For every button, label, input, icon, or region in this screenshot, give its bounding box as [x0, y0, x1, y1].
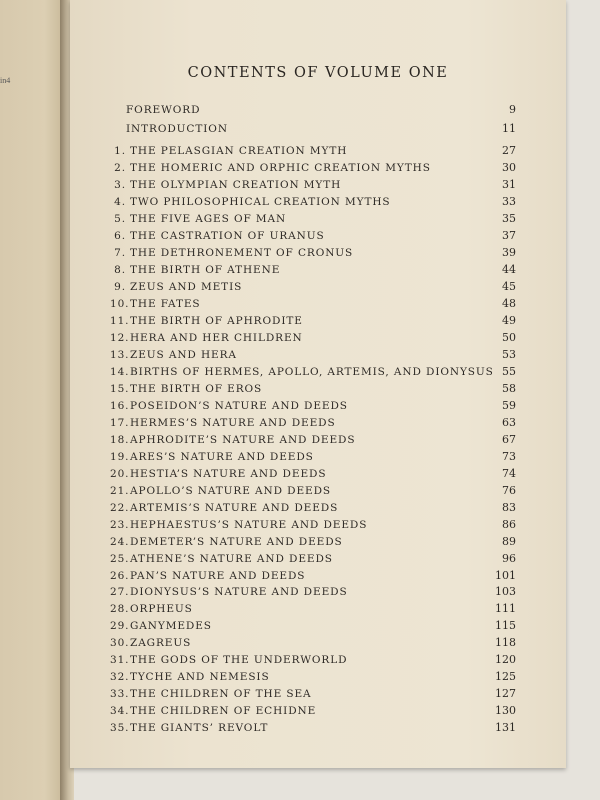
page-number: 86 — [502, 517, 516, 531]
entry-title: PAN’S NATURE AND DEEDS — [130, 569, 306, 582]
toc-chapter-entry — [110, 568, 516, 584]
page-number: 131 — [495, 721, 516, 735]
toc-chapter-entry — [110, 415, 516, 431]
chapter-number: 4. — [114, 195, 126, 208]
chapter-number: 20. — [110, 467, 130, 480]
page-number: 44 — [502, 262, 516, 276]
page-number: 35 — [502, 211, 516, 225]
entry-title: BIRTHS OF HERMES, APOLLO, ARTEMIS, AND DIONYSUS — [130, 365, 494, 378]
toc-chapter-entry — [110, 517, 516, 533]
chapter-number: 11. — [110, 314, 130, 327]
toc-chapter-entry — [110, 313, 516, 329]
page-number: 58 — [502, 381, 516, 395]
entry-title: APOLLO’S NATURE AND DEEDS — [130, 484, 332, 497]
page-number: 11 — [502, 121, 516, 135]
entry-title: THE FATES — [130, 297, 201, 310]
chapter-number: 9. — [114, 280, 126, 293]
toc-chapter-entry — [110, 720, 516, 736]
entry-title: ZAGREUS — [130, 637, 192, 650]
entry-title: TWO PHILOSOPHICAL CREATION MYTHS — [130, 195, 391, 208]
toc-chapter-entry — [110, 449, 516, 465]
page-number: 55 — [502, 364, 516, 378]
entry-title: ARTEMIS’S NATURE AND DEEDS — [130, 501, 339, 514]
entry-title: ZEUS AND METIS — [130, 280, 243, 293]
chapter-number: 31. — [110, 654, 130, 667]
chapter-number: 32. — [110, 671, 130, 684]
page-number: 111 — [495, 602, 516, 616]
page-number: 48 — [502, 296, 516, 310]
toc-chapter-entry — [110, 652, 516, 668]
chapter-number: 30. — [110, 637, 130, 650]
entry-title: GANYMEDES — [130, 620, 212, 633]
entry-title: THE FIVE AGES OF MAN — [130, 212, 287, 225]
chapter-number: 28. — [110, 603, 130, 616]
page-number: 49 — [502, 313, 516, 327]
page-number: 89 — [502, 534, 516, 548]
chapter-number: 6. — [114, 229, 126, 242]
toc-chapter-entry — [110, 584, 516, 600]
toc-chapter-entry — [110, 534, 516, 550]
left-page-fragment: in4 — [0, 76, 11, 85]
page-number: 103 — [495, 585, 516, 599]
toc-front-entry — [126, 102, 516, 118]
toc-chapter-entry — [110, 262, 516, 278]
page-number: 53 — [502, 347, 516, 361]
entry-title: THE GIANTS’ REVOLT — [130, 722, 269, 735]
chapter-number: 22. — [110, 501, 130, 514]
chapter-number: 17. — [110, 416, 130, 429]
entry-title: DIONYSUS’S NATURE AND DEEDS — [130, 586, 348, 599]
toc-chapter-entry — [110, 686, 516, 702]
chapter-number: 34. — [110, 705, 130, 718]
entry-title: HEPHAESTUS’S NATURE AND DEEDS — [130, 518, 368, 531]
entry-title: THE BIRTH OF EROS — [130, 382, 263, 395]
chapter-number: 27. — [110, 586, 130, 599]
page-number: 33 — [502, 194, 516, 208]
page-number: 74 — [502, 466, 516, 480]
chapter-number: 19. — [110, 450, 130, 463]
chapter-number: 29. — [110, 620, 130, 633]
toc-chapter-entry — [110, 381, 516, 397]
page-number: 30 — [502, 160, 516, 174]
page-number: 39 — [502, 245, 516, 259]
page-number: 63 — [502, 415, 516, 429]
entry-title: ZEUS AND HERA — [130, 348, 237, 361]
toc-chapter-entry — [110, 228, 516, 244]
chapter-number: 14. — [110, 365, 130, 378]
entry-title: HERA AND HER CHILDREN — [130, 331, 303, 344]
chapter-number: 7. — [114, 246, 126, 259]
page-number: 101 — [495, 568, 516, 582]
entry-title: APHRODITE’S NATURE AND DEEDS — [130, 433, 356, 446]
page-number: 125 — [495, 670, 516, 684]
entry-title: ATHENE’S NATURE AND DEEDS — [130, 552, 333, 565]
chapter-number: 2. — [114, 161, 126, 174]
page-number: 37 — [502, 228, 516, 242]
toc-chapter-entry — [110, 500, 516, 516]
page-number: 50 — [502, 330, 516, 344]
entry-title: ORPHEUS — [130, 603, 193, 616]
page-number: 45 — [502, 279, 516, 293]
entry-title: DEMETER’S NATURE AND DEEDS — [130, 535, 343, 548]
toc-chapter-entry — [110, 143, 516, 159]
chapter-number: 16. — [110, 399, 130, 412]
toc-chapter-entry — [110, 635, 516, 651]
toc-chapter-entry — [110, 398, 516, 414]
chapter-number: 13. — [110, 348, 130, 361]
entry-title: THE CHILDREN OF THE SEA — [130, 688, 312, 701]
toc-chapter-entry — [110, 669, 516, 685]
toc-chapter-entry — [110, 245, 516, 261]
toc-chapter-entry — [110, 279, 516, 295]
toc-chapter-entry — [110, 703, 516, 719]
page-number: 9 — [509, 103, 516, 116]
toc-chapter-entry — [110, 466, 516, 482]
entry-title: THE BIRTH OF APHRODITE — [130, 314, 303, 327]
page-number: 27 — [502, 144, 516, 157]
entry-title: THE GODS OF THE UNDERWORLD — [130, 654, 348, 667]
entry-title: INTRODUCTION — [126, 122, 228, 135]
chapter-number: 1. — [114, 145, 126, 157]
page-number: 76 — [502, 483, 516, 497]
chapter-number: 25. — [110, 552, 130, 565]
chapter-number: 35. — [110, 722, 130, 735]
page-number: 118 — [495, 636, 516, 650]
contents-page — [70, 0, 566, 768]
chapter-number: 33. — [110, 688, 130, 701]
page-number: 96 — [502, 551, 516, 565]
toc-chapter-entry — [110, 618, 516, 634]
toc-chapter-entry — [110, 330, 516, 346]
page-number: 83 — [502, 500, 516, 514]
toc-chapter-entry — [110, 364, 516, 380]
left-page — [0, 0, 64, 800]
entry-title: THE CASTRATION OF URANUS — [130, 229, 325, 242]
chapter-number: 23. — [110, 518, 130, 531]
page-number: 73 — [502, 449, 516, 463]
page-number: 59 — [502, 398, 516, 412]
page-number: 127 — [495, 687, 516, 701]
toc-chapter-entry — [110, 194, 516, 210]
page-number: 31 — [502, 177, 516, 191]
chapter-number: 18. — [110, 433, 130, 446]
toc-chapter-entry — [110, 601, 516, 617]
chapter-number: 15. — [110, 382, 130, 395]
chapter-number: 3. — [114, 178, 126, 191]
chapter-number: 8. — [114, 263, 126, 276]
chapter-number: 24. — [110, 535, 130, 548]
chapter-number: 26. — [110, 569, 130, 582]
page-number: 67 — [502, 432, 516, 446]
page-title: CONTENTS OF VOLUME ONE — [187, 65, 449, 81]
chapter-number: 10. — [110, 297, 130, 310]
entry-title: FOREWORD — [126, 104, 201, 116]
entry-title: THE HOMERIC AND ORPHIC CREATION MYTHS — [130, 161, 431, 174]
entry-title: THE BIRTH OF ATHENE — [130, 263, 281, 276]
entry-title: HESTIA’S NATURE AND DEEDS — [130, 467, 327, 480]
page-number: 130 — [495, 704, 516, 718]
toc-chapter-entry — [110, 551, 516, 567]
chapter-number: 12. — [110, 331, 130, 344]
entry-title: HERMES’S NATURE AND DEEDS — [130, 416, 336, 429]
entry-title: ARES’S NATURE AND DEEDS — [130, 450, 314, 463]
toc-chapter-entry — [110, 483, 516, 499]
entry-title: THE PELASGIAN CREATION MYTH — [130, 145, 348, 157]
page-number: 115 — [495, 619, 516, 633]
entry-title: TYCHE AND NEMESIS — [130, 671, 270, 684]
entry-title: THE OLYMPIAN CREATION MYTH — [130, 178, 342, 191]
entry-title: POSEIDON’S NATURE AND DEEDS — [130, 399, 348, 412]
toc-chapter-entry — [110, 211, 516, 227]
chapter-number: 5. — [114, 212, 126, 225]
toc-front-entry — [126, 121, 516, 137]
entry-title: THE DETHRONEMENT OF CRONUS — [130, 246, 354, 259]
toc-chapter-entry — [110, 347, 516, 363]
entry-title: THE CHILDREN OF ECHIDNE — [130, 705, 317, 718]
toc-chapter-entry — [110, 177, 516, 193]
toc-chapter-entry — [110, 432, 516, 448]
toc-chapter-entry — [110, 296, 516, 312]
chapter-number: 21. — [110, 484, 130, 497]
page-number: 120 — [495, 653, 516, 667]
toc-chapter-entry — [110, 160, 516, 176]
